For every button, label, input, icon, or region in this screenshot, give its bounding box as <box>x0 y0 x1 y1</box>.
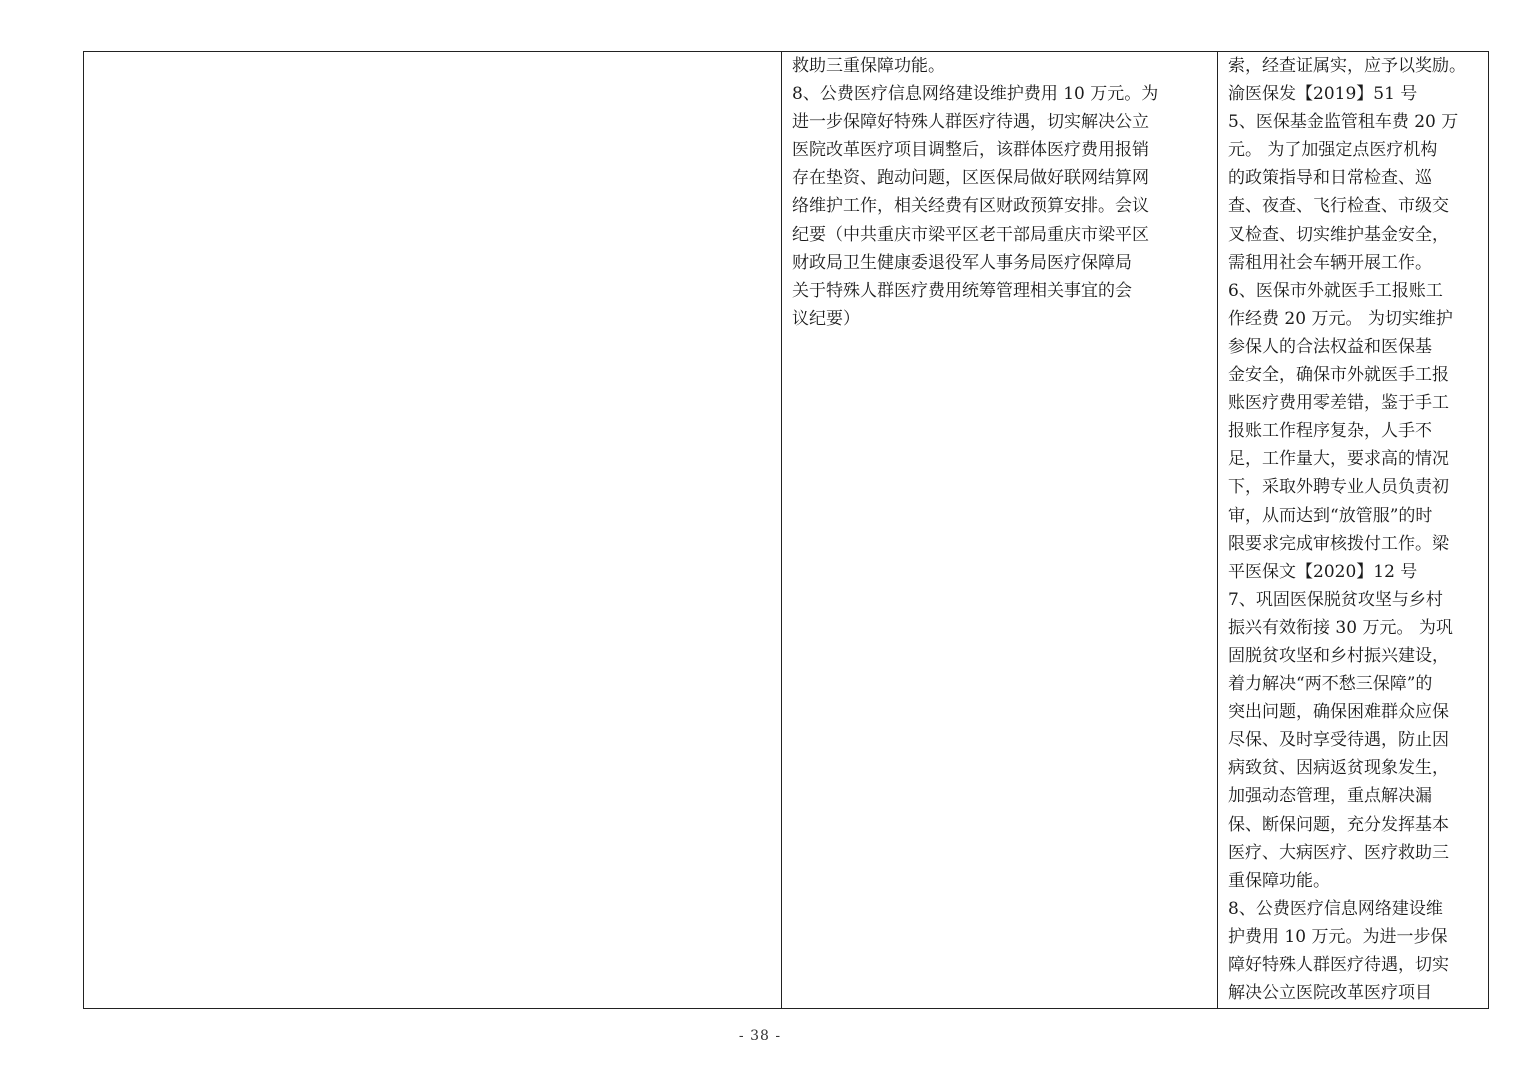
text-line: 下，采取外聘专业人员负责初 <box>1228 477 1449 498</box>
text-line: 议纪要） <box>792 308 860 329</box>
text-line: 叉检查、切实维护基金安全， <box>1228 224 1449 245</box>
text-line: 关于特殊人群医疗费用统筹管理相关事宜的会 <box>792 280 1132 301</box>
text-line: 金安全，确保市外就医手工报 <box>1228 365 1449 386</box>
text-line: 限要求完成审核拨付工作。梁 <box>1228 533 1449 554</box>
text-line: 进一步保障好特殊人群医疗待遇，切实解决公立 <box>792 112 1149 133</box>
text-line: 作经费 20 万元。 为切实维护 <box>1228 308 1453 329</box>
text-line: 振兴有效衔接 30 万元。 为巩 <box>1228 617 1453 638</box>
text-line: 平医保文【2020】12 号 <box>1228 561 1418 582</box>
table-column-2 <box>782 52 1218 1008</box>
text-line: 医疗、大病医疗、医疗救助三 <box>1228 842 1449 863</box>
text-line: 8、公费医疗信息网络建设维 <box>1228 898 1443 919</box>
text-line: 6、医保市外就医手工报账工 <box>1228 280 1443 301</box>
text-line: 保、断保问题，充分发挥基本 <box>1228 814 1449 835</box>
text-line: 查、夜查、飞行检查、市级交 <box>1228 196 1449 217</box>
text-line: 渝医保发【2019】51 号 <box>1228 84 1418 105</box>
text-line: 纪要（中共重庆市梁平区老干部局重庆市梁平区 <box>792 224 1149 245</box>
text-line: 8、公费医疗信息网络建设维护费用 10 万元。为 <box>792 84 1159 105</box>
text-line: 参保人的合法权益和医保基 <box>1228 336 1432 357</box>
text-line: 络维护工作，相关经费有区财政预算安排。会议 <box>792 196 1149 217</box>
text-line: 审，从而达到“放管服”的时 <box>1228 505 1433 526</box>
text-line: 元。 为了加强定点医疗机构 <box>1228 140 1438 161</box>
text-line: 的政策指导和日常检查、巡 <box>1228 168 1432 189</box>
text-line: 7、巩固医保脱贫攻坚与乡村 <box>1228 589 1443 610</box>
text-line: 加强动态管理，重点解决漏 <box>1228 786 1432 807</box>
text-line: 索，经查证属实，应予以奖励。 <box>1228 56 1466 76</box>
text-line: 财政局卫生健康委退役军人事务局医疗保障局 <box>792 252 1132 273</box>
text-line: 5、医保基金监管租车费 20 万 <box>1228 112 1459 133</box>
text-line: 账医疗费用零差错，鉴于手工 <box>1228 393 1449 414</box>
text-line: 解决公立医院改革医疗项目 <box>1228 983 1432 1004</box>
text-line: 报账工作程序复杂，人手不 <box>1228 421 1432 442</box>
text-line: 病致贫、因病返贫现象发生， <box>1228 758 1449 779</box>
text-line: 需租用社会车辆开展工作。 <box>1228 252 1432 273</box>
text-line: 存在垫资、跑动问题，区医保局做好联网结算网 <box>792 168 1149 189</box>
text-line: 障好特殊人群医疗待遇，切实 <box>1228 955 1449 975</box>
page-number: - 38 - <box>738 1028 782 1044</box>
table-column-1 <box>84 52 782 1008</box>
text-line: 固脱贫攻坚和乡村振兴建设， <box>1228 645 1449 666</box>
text-line: 着力解决“两不愁三保障”的 <box>1228 674 1433 695</box>
text-line: 尽保、及时享受待遇，防止因 <box>1228 730 1449 751</box>
text-line: 足，工作量大，要求高的情况 <box>1228 449 1449 470</box>
text-line: 护费用 10 万元。为进一步保 <box>1228 926 1448 947</box>
text-line: 救助三重保障功能。 <box>792 56 945 76</box>
text-line: 重保障功能。 <box>1228 870 1330 891</box>
text-line: 医院改革医疗项目调整后，该群体医疗费用报销 <box>792 140 1149 161</box>
document-table <box>83 51 1489 1009</box>
text-line: 突出问题，确保困难群众应保 <box>1228 702 1449 723</box>
table-column-3 <box>1218 52 1488 1008</box>
